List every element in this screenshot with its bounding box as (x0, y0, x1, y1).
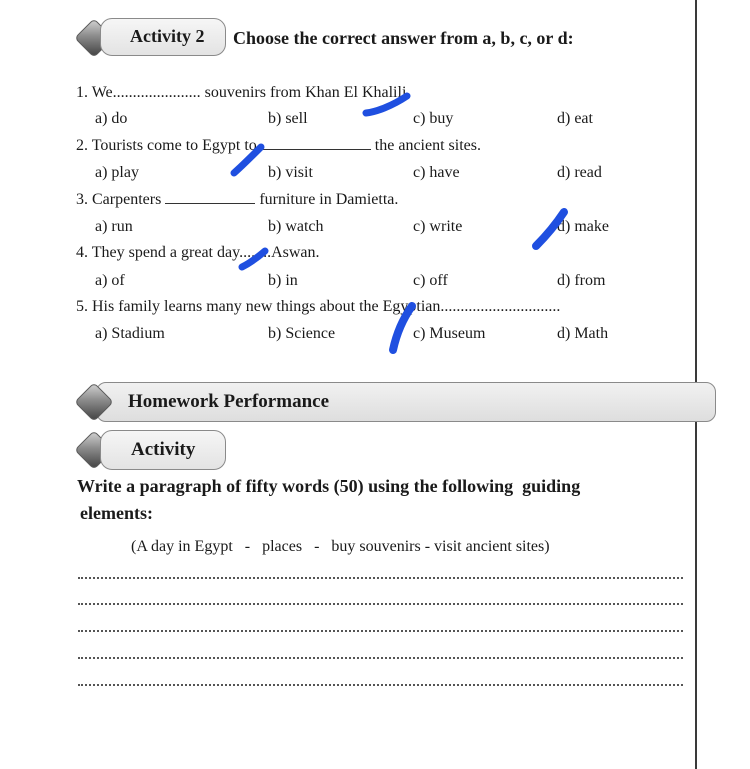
q1-option-b[interactable]: b) sell (268, 110, 308, 127)
activity-instruction-line1: Write a paragraph of fifty words (50) using the following guiding (77, 476, 581, 496)
q4-option-d[interactable]: d) from (557, 272, 606, 289)
q2-option-b[interactable]: b) visit (268, 164, 313, 181)
q2-option-a[interactable]: a) play (95, 164, 139, 181)
q3-blank-line (165, 202, 255, 204)
q2-text-end: the ancient sites. (374, 137, 481, 154)
writing-line-3[interactable] (78, 630, 683, 632)
question-5 (76, 298, 560, 316)
question-4 (76, 244, 320, 262)
q2-option-d[interactable]: d) read (557, 164, 602, 181)
q4-option-b[interactable]: b) in (268, 272, 298, 289)
q5-gap: .............................. (440, 298, 561, 315)
q4-option-c[interactable]: c) off (413, 272, 448, 289)
writing-line-4[interactable] (78, 657, 683, 659)
pen-mark-q1 (362, 92, 412, 118)
q3-text-end: furniture in Damietta. (259, 191, 399, 208)
activity2-instruction: Choose the correct answer from a, b, c, or d: (233, 28, 574, 48)
q1-option-d[interactable]: d) eat (557, 110, 593, 127)
q3-option-a[interactable]: a) run (95, 218, 133, 235)
q1-gap: ...................... (112, 84, 201, 101)
question-2 (76, 137, 481, 155)
q3-text-start: 3. Carpenters (76, 191, 162, 208)
q5-option-d[interactable]: d) Math (557, 325, 609, 342)
q5-option-c[interactable]: c) Museum (413, 325, 486, 342)
writing-line-5[interactable] (78, 684, 683, 686)
q1-option-a[interactable]: a) do (95, 110, 128, 127)
q4-option-a[interactable]: a) of (95, 272, 125, 289)
pen-mark-q5 (385, 300, 419, 356)
pen-mark-q2 (228, 142, 268, 178)
writing-line-1[interactable] (78, 577, 683, 579)
question-3 (76, 191, 398, 209)
q2-text-start: 2. Tourists come to Egypt to (76, 137, 257, 154)
homework-title: Homework Performance (128, 391, 330, 412)
q1-text-end: souvenirs from Khan El Khalili. (204, 84, 411, 101)
activity2-label: Activity 2 (130, 26, 205, 46)
q3-option-c[interactable]: c) write (413, 218, 463, 235)
q2-blank-line (261, 148, 371, 150)
q4-text-end: Aswan. (271, 244, 320, 261)
q5-option-a[interactable]: a) Stadium (95, 325, 165, 342)
question-1 (76, 84, 410, 102)
q3-option-d[interactable]: d) make (557, 218, 609, 235)
q5-option-b[interactable]: b) Science (268, 325, 336, 342)
q2-option-c[interactable]: c) have (413, 164, 460, 181)
q3-option-b[interactable]: b) watch (268, 218, 324, 235)
q5-text-start: 5. His family learns many new things about the Egyptian (76, 298, 441, 315)
pen-mark-q3 (530, 206, 572, 252)
q1-text-start: 1. We (76, 84, 113, 101)
q4-gap: ........ (239, 244, 272, 261)
pen-mark-q4 (236, 246, 272, 272)
writing-line-2[interactable] (78, 603, 683, 605)
guiding-elements: (A day in Egypt - places - buy souvenirs - visit ancient sites) (131, 538, 550, 555)
activity-instruction-line2: elements: (80, 503, 153, 523)
q4-text-start: 4. They spend a great day (76, 244, 240, 261)
activity-label: Activity (131, 439, 196, 460)
q1-option-c[interactable]: c) buy (413, 110, 454, 127)
